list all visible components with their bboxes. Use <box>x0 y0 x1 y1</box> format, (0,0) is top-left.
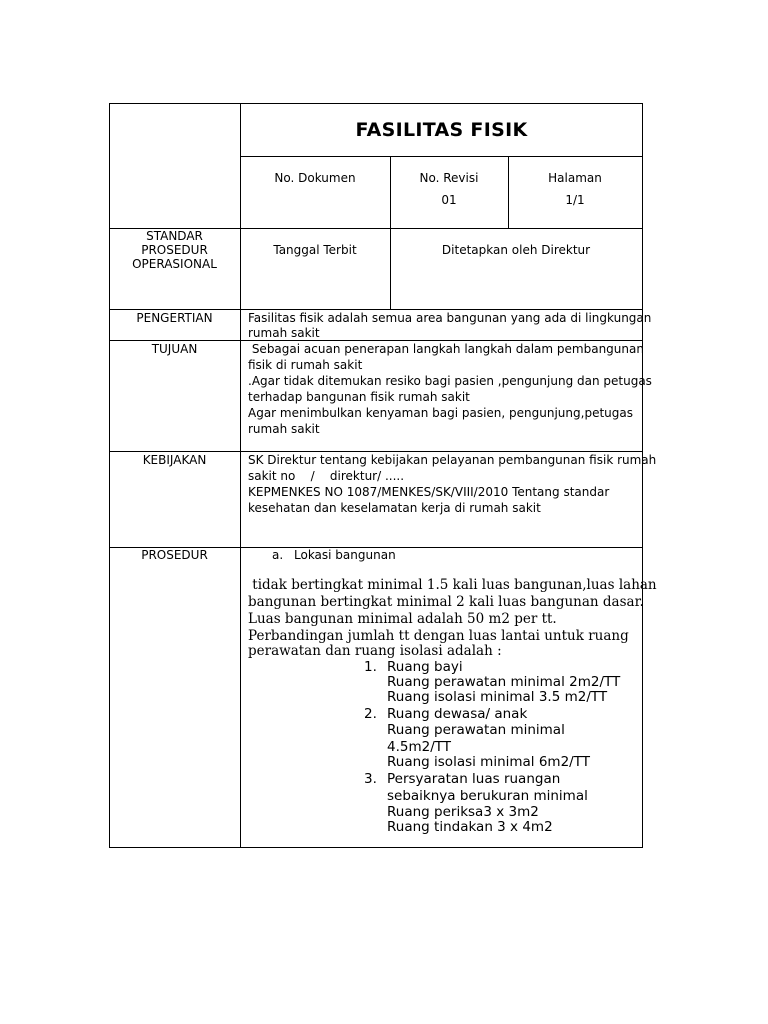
border-top <box>109 103 643 104</box>
tujuan-text-6: rumah sakit <box>248 422 320 436</box>
prosedur-paragraph-1: tidak bertingkat minimal 1.5 kali luas bangunan,luas lahan <box>248 577 657 593</box>
sop-label-line-1: STANDAR <box>146 229 203 243</box>
list-item-2-line-2: Ruang perawatan minimal <box>387 722 565 738</box>
list-item-3-line-3: Ruang periksa3 x 3m2 <box>387 804 539 820</box>
list-item-3-line-1: Persyaratan luas ruangan <box>387 771 561 787</box>
sop-label-line-2: PROSEDUR <box>141 243 208 257</box>
kebijakan-text-3: KEPMENKES NO 1087/MENKES/SK/VIII/2010 Tentang standar <box>248 485 610 499</box>
document-title: FASILITAS FISIK <box>355 119 528 141</box>
tujuan-label: TUJUAN <box>151 342 198 356</box>
prosedur-sub-marker: a. <box>272 548 284 562</box>
border-label-column <box>240 103 241 848</box>
pengertian-text-2: rumah sakit <box>248 326 320 340</box>
list-item-2-line-3: 4.5m2/TT <box>387 739 452 755</box>
border-bottom <box>109 847 643 848</box>
no-revisi-label: No. Revisi <box>419 171 479 185</box>
tujuan-text-2: fisik di rumah sakit <box>248 358 363 372</box>
sop-label-line-3: OPERASIONAL <box>132 257 217 271</box>
list-item-2-line-1: Ruang dewasa/ anak <box>387 706 528 722</box>
prosedur-label: PROSEDUR <box>141 548 208 562</box>
pengertian-text-1: Fasilitas fisik adalah semua area bangunan yang ada di lingkungan <box>248 311 652 325</box>
list-item-1-line-3: Ruang isolasi minimal 3.5 m2/TT <box>387 689 608 705</box>
ditetapkan-label: Ditetapkan oleh Direktur <box>441 243 591 257</box>
prosedur-paragraph-3: Luas bangunan minimal adalah 50 m2 per tt. <box>248 611 557 627</box>
list-number-1: 1. <box>364 659 377 675</box>
list-item-1-line-2: Ruang perawatan minimal 2m2/TT <box>387 674 621 690</box>
no-revisi-value: 01 <box>441 193 457 207</box>
prosedur-sub-title: Lokasi bangunan <box>294 548 396 562</box>
tujuan-text-3: .Agar tidak ditemukan resiko bagi pasien ,pengunjung dan petugas <box>248 374 652 388</box>
list-number-3: 3. <box>364 771 377 787</box>
list-item-3-line-4: Ruang tindakan 3 x 4m2 <box>387 819 553 835</box>
tanggal-terbit-label: Tanggal Terbit <box>273 243 357 257</box>
pengertian-label: PENGERTIAN <box>136 311 213 325</box>
prosedur-paragraph-5: perawatan dan ruang isolasi adalah : <box>248 643 502 659</box>
border-header-divider <box>240 156 643 157</box>
tujuan-text-1: Sebagai acuan penerapan langkah langkah dalam pembangunan <box>248 342 644 356</box>
border-right <box>642 103 643 848</box>
tujuan-text-5: Agar menimbulkan kenyaman bagi pasien, pengunjung,petugas <box>248 406 633 420</box>
list-number-2: 2. <box>364 706 377 722</box>
kebijakan-text-4: kesehatan dan keselamatan kerja di rumah sakit <box>248 501 541 515</box>
tujuan-text-4: terhadap bangunan fisik rumah sakit <box>248 390 470 404</box>
halaman-label: Halaman <box>548 171 602 185</box>
list-item-2-line-4: Ruang isolasi minimal 6m2/TT <box>387 754 590 770</box>
border-left <box>109 103 110 848</box>
no-dokumen-label: No. Dokumen <box>274 171 356 185</box>
halaman-value: 1/1 <box>565 193 585 207</box>
kebijakan-label: KEBIJAKAN <box>142 453 207 467</box>
prosedur-paragraph-4: Perbandingan jumlah tt dengan luas lantai untuk ruang <box>248 628 629 644</box>
list-item-3-line-2: sebaiknya berukuran minimal <box>387 788 588 804</box>
kebijakan-text-2: sakit no / direktur/ ..... <box>248 469 405 483</box>
list-item-1-line-1: Ruang bayi <box>387 659 463 675</box>
prosedur-paragraph-2: bangunan bertingkat minimal 2 kali luas bangunan dasar. <box>248 594 644 610</box>
kebijakan-text-1: SK Direktur tentang kebijakan pelayanan pembangunan fisik rumah <box>248 453 657 467</box>
